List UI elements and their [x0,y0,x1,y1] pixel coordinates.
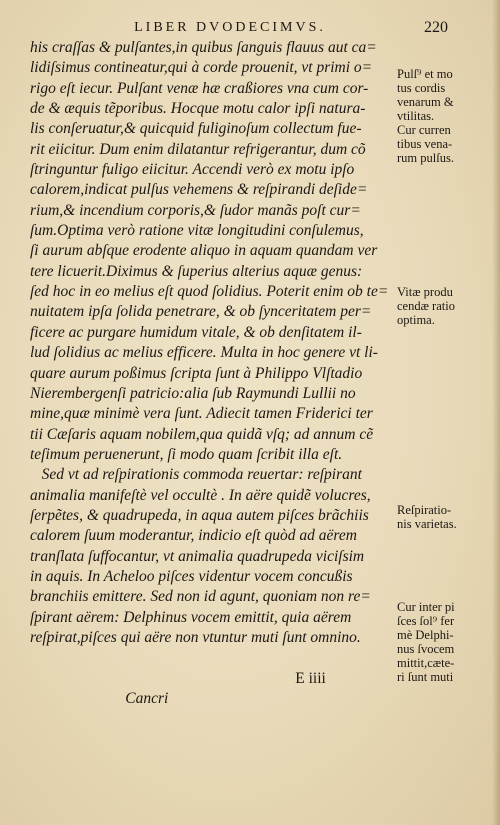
marginal-note-line: optima. [397,313,435,327]
marginal-note-line: mittit,cæte- [397,656,455,670]
text-line: ſi aurum abſque erodente aliquo in aquam quandam ver [30,242,378,260]
marginal-note-line: vtilitas. [397,109,435,123]
text-line: de & æquis tẽporibus. Hocque motu calor ipſi natura- [30,100,366,118]
text-line: tii Cæſaris aquam nobilem,qua quidã vſq; ad annum cẽ [30,425,374,443]
marginal-note-line: mè Delphi- [397,628,454,642]
text-line: rigo eſt iecur. Pulſant venæ hæ craßiores vna cum cor- [30,79,369,97]
marginal-note-line: cendæ ratio [397,299,455,313]
marginal-note-line: Cur inter pi [397,600,455,614]
marginal-note-line: Vitæ produ [397,285,453,299]
text-line: lud ſolidius ac melius efficere. Multa in hoc genere vt li- [30,344,378,362]
marginal-note-line: Pulſ⁹ et mo [397,67,453,81]
text-line: tranſlata ſuffocantur, vt animalia quadrupeda viciſsim [30,547,365,565]
text-line: in aquis. In Acheloo piſces videntur vocem concußis [30,567,353,585]
text-line: mine,quæ minimè vera ſunt. Adiecit tamen Friderici ter [30,405,373,423]
marginal-note-line: tus cordis [397,81,446,95]
text-line: lis conſeruatur,& quicquid fuliginoſum collectum fue- [30,120,362,138]
marginal-note [397,123,497,165]
text-line: rium,& incendium corporis,& ſudor manãs poſt cur= [30,201,361,219]
marginal-note-line: ri ſunt muti [397,670,454,684]
text-line: reſpirat,piſces qui aëre non vtuntur muti ſunt omnino. [30,628,361,646]
marginal-note-line: nis varietas. [397,517,457,531]
text-line: ſed hoc in eo melius eſt quod ſolidius. Poterit enim ob te= [30,283,389,301]
text-line: lidiſsimus contineatur,qui à corde prouenit, vt primi o= [30,59,373,77]
marginal-note [397,600,497,684]
page-number: 220 [424,19,448,36]
marginal-note [397,67,497,123]
marginal-note-line: nus ſvocem [397,642,455,656]
marginal-note [397,503,497,531]
text-line: ficere ac purgare humidum vitale, & ob denſitatem il- [30,323,362,341]
page-edge-shadow [492,0,500,825]
marginal-note-line: venarum & [397,95,454,109]
text-line: ſerpẽtes, & quadrupeda, in aqua autem piſces brãchiis [30,506,369,524]
text-line: quare aurum poßimus ſcripta ſunt à Philippo Vlſtadio [30,364,363,382]
text-line: ſum.Optima verò ratione vitæ longitudini conſulemus, [30,222,364,240]
marginal-note-line: ſces ſol⁹ fer [397,614,455,628]
footer-line [30,648,394,707]
marginal-note-line: rum pulſus. [397,151,454,165]
main-text-block [30,38,394,707]
running-title: LIBER DVODECIMVS. [134,20,326,35]
text-line: calorem ſuum moderantur, indicio eſt quòd ad aërem [30,527,357,545]
text-line: Nierembergenſi patricio:alia ſub Raymundi Lullii no [30,384,356,402]
signature-mark: E iiii [295,669,326,687]
text-line: Sed vt ad reſpirationis commoda reuertar: reſpirant [30,466,362,484]
text-line: ſpirant aërem: Delphinus vocem emittit, quia aërem [30,608,352,626]
text-line: his craſſas & pulſantes,in quibus ſanguis flauus aut ca= [30,39,377,56]
text-line: branchiis emittere. Sed non id agunt, quoniam non re= [30,588,371,606]
marginal-note-line: Cur curren [397,123,451,137]
text-line: animalia manifeſtè vel occultè . In aëre quidẽ volucres, [30,486,371,504]
text-line: rit eiicitur. Dum enim dilatantur refrigerantur, dum cõ [30,140,366,158]
text-line: calorem,indicat pulſus vehemens & reſpirandi deſide= [30,181,368,199]
marginal-note-line: Reſpiratio- [397,503,452,517]
text-line: tere licuerit.Diximus & ſuperius alterius aquæ genus: [30,262,363,280]
text-line: nuitatem ipſa ſolida penetrare, & ob ſynceritatem per= [30,303,372,321]
catchword: Cancri [125,690,169,707]
text-line: teſimum peruenerunt, ſi modo quam ſcribit illa eſt. [30,445,343,463]
marginal-note-line: tibus vena- [397,137,453,151]
marginal-note [397,285,497,327]
text-line: ſtringuntur fuligo eiicitur. Accendi verò ex motu ipſo [30,161,355,179]
